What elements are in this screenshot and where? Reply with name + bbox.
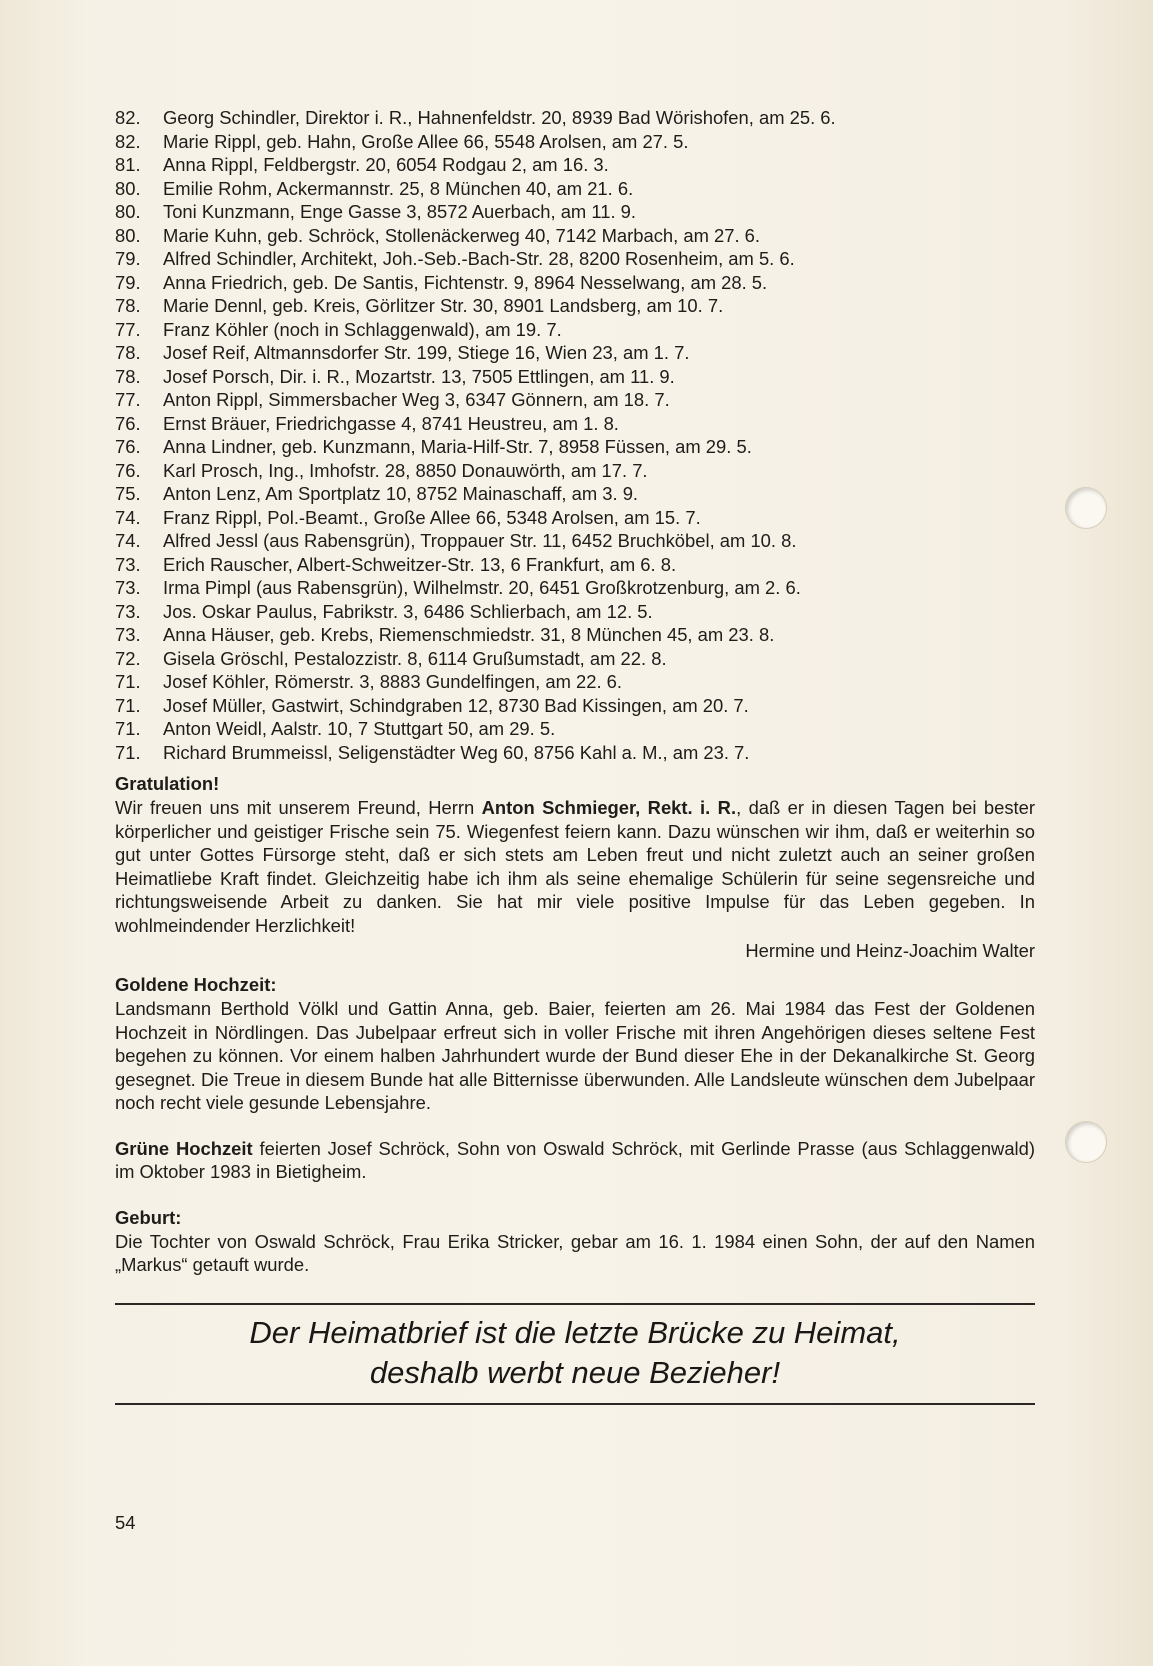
birthday-entry: Marie Dennl, geb. Kreis, Görlitzer Str. 30, 8901 Landsberg, am 10. 7. [163, 295, 724, 316]
page-content [115, 106, 1035, 1405]
birthday-age: 74. [115, 530, 141, 551]
birthday-age: 78. [115, 365, 141, 387]
birthday-row [115, 435, 1035, 459]
birthday-age: 71. [115, 694, 141, 716]
birthday-age: 71. [115, 741, 141, 763]
birthday-entry: Franz Köhler (noch in Schlaggenwald), am 19. 7. [163, 318, 562, 340]
birthday-row [115, 177, 1035, 201]
birthday-row [115, 506, 1035, 530]
birthday-entry: Josef Reif, Altmannsdorfer Str. 199, Stiege 16, Wien 23, am 1. 7. [163, 342, 690, 363]
punch-hole-lower [1065, 1121, 1107, 1163]
birthday-row [115, 318, 1035, 342]
birthday-age: 74. [115, 506, 141, 528]
geburt-text: Die Tochter von Oswald Schröck, Frau Erika Stricker, gebar am 16. 1. 1984 einen Sohn, der auf den Namen „Markus“ getauft wurde. [115, 1230, 1035, 1275]
goldene-hochzeit-heading: Goldene Hochzeit: [115, 974, 277, 995]
birthday-entry: Anna Rippl, Feldbergstr. 20, 6054 Rodgau 2, am 16. 3. [163, 154, 609, 175]
birthday-entry: Emilie Rohm, Ackermannstr. 25, 8 München 40, am 21. 6. [163, 177, 634, 199]
birthday-row [115, 106, 1035, 130]
birthday-row [115, 341, 1035, 365]
gruene-hochzeit-body: feierten Josef Schröck, Sohn von Oswald Schröck, mit Gerlinde Prasse (aus Schlaggenwald) im Oktober 1983 in Bietigheim. [115, 1137, 1035, 1182]
birthday-age: 76. [115, 459, 141, 481]
birthday-entry: Karl Prosch, Ing., Imhofstr. 28, 8850 Donauwörth, am 17. 7. [163, 459, 648, 481]
punch-hole-upper [1065, 487, 1107, 529]
birthday-row [115, 153, 1035, 177]
slogan-line-2: deshalb werbt neue Bezieher! [369, 1354, 781, 1390]
birthday-age: 78. [115, 342, 141, 363]
birthday-age: 73. [115, 600, 141, 622]
gratulation-signature: Hermine und Heinz-Joachim Walter [745, 940, 1035, 961]
birthday-age: 75. [115, 483, 141, 504]
birthday-entry: Alfred Jessl (aus Rabensgrün), Troppauer Str. 11, 6452 Bruchköbel, am 10. 8. [163, 530, 797, 551]
birthday-entry: Marie Rippl, geb. Hahn, Große Allee 66, 5548 Arolsen, am 27. 5. [163, 130, 689, 152]
gratulation-heading: Gratulation! [115, 773, 220, 794]
birthday-entry: Anton Rippl, Simmersbacher Weg 3, 6347 Gönnern, am 18. 7. [163, 389, 670, 410]
birthday-age: 72. [115, 647, 141, 669]
birthday-row [115, 529, 1035, 553]
slogan-box [115, 1305, 1035, 1403]
birthday-row [115, 717, 1035, 741]
gruene-hochzeit-lead: Grüne Hochzeit [115, 1137, 253, 1159]
birthday-entry: Anton Weidl, Aalstr. 10, 7 Stuttgart 50, am 29. 5. [163, 718, 556, 739]
gratulation-text-start: Wir freuen uns mit unserem Freund, Herrn [115, 797, 482, 818]
honoree-name: Anton Schmieger, Rekt. i. R. [481, 797, 737, 818]
birthday-entry: Irma Pimpl (aus Rabensgrün), Wilhelmstr. 20, 6451 Großkrotzenburg, am 2. 6. [163, 577, 801, 598]
birthday-entry: Gisela Gröschl, Pestalozzistr. 8, 6114 Grußumstadt, am 22. 8. [163, 647, 667, 669]
birthday-age: 80. [115, 177, 141, 199]
gruene-hochzeit-text [115, 1137, 1035, 1184]
birthday-entry: Alfred Schindler, Architekt, Joh.-Seb.-Bach-Str. 28, 8200 Rosenheim, am 5. 6. [163, 248, 795, 269]
birthday-entry: Franz Rippl, Pol.-Beamt., Große Allee 66, 5348 Arolsen, am 15. 7. [163, 506, 701, 528]
birthday-row [115, 412, 1035, 436]
goldene-hochzeit-text: Landsmann Berthold Völkl und Gattin Anna, geb. Baier, feierten am 26. Mai 1984 das Fest der Goldenen Hochzeit in Nördlingen. Das Jubelpaar erfreut sich in voller Frische mit ihren Angehörigen dieses seltene Fest begehen zu können. Vor einem halben Jahrhundert wurde der Bund dieser Ehe in der Dekanalkirche St. Georg gesegnet. Die Treue in diesem Bunde hat alle Bitternisse überwunden. Alle Landsleute wünschen dem Jubelpaar noch recht viele gesunde Lebensjahre. [115, 998, 1035, 1113]
birthday-age: 76. [115, 412, 141, 434]
birthday-age: 73. [115, 553, 141, 575]
birthday-age: 76. [115, 436, 141, 457]
birthday-entry: Toni Kunzmann, Enge Gasse 3, 8572 Auerbach, am 11. 9. [163, 201, 637, 222]
geburt-heading: Geburt: [115, 1206, 182, 1228]
birthday-age: 73. [115, 577, 141, 598]
birthday-age: 77. [115, 318, 141, 340]
birthday-age: 82. [115, 107, 141, 128]
birthday-age: 82. [115, 130, 141, 152]
birthday-row [115, 670, 1035, 694]
birthday-row [115, 600, 1035, 624]
birthday-age: 81. [115, 154, 141, 175]
birthday-row [115, 647, 1035, 671]
birthday-row [115, 294, 1035, 318]
birthday-row [115, 694, 1035, 718]
birthday-entry: Josef Köhler, Römerstr. 3, 8883 Gundelfingen, am 22. 6. [163, 671, 623, 692]
birthday-entry: Jos. Oskar Paulus, Fabrikstr. 3, 6486 Schlierbach, am 12. 5. [163, 600, 653, 622]
birthday-age: 78. [115, 295, 141, 316]
birthday-age: 71. [115, 671, 141, 692]
birthday-row [115, 365, 1035, 389]
birthday-entry: Richard Brummeissl, Seligenstädter Weg 60, 8756 Kahl a. M., am 23. 7. [163, 741, 750, 763]
birthday-row [115, 459, 1035, 483]
birthday-entry: Anna Lindner, geb. Kunzmann, Maria-Hilf-Str. 7, 8958 Füssen, am 29. 5. [163, 436, 752, 457]
birthday-row [115, 482, 1035, 506]
birthday-entry: Ernst Bräuer, Friedrichgasse 4, 8741 Heustreu, am 1. 8. [163, 412, 619, 434]
birthday-entry: Anna Friedrich, geb. De Santis, Fichtenstr. 9, 8964 Nesselwang, am 28. 5. [163, 271, 768, 293]
birthday-age: 79. [115, 271, 141, 293]
birthday-row [115, 576, 1035, 600]
gratulation-text-end: , daß er in diesen Tagen bei bester körperlicher und geistiger Frische sein 75. Wiegenfest feiern kann. Dazu wünschen wir ihm, daß er weiterhin so gut unter Gottes Fürsorge steht, daß er sich stets am Leben freut und nicht zuletzt auch an seiner großen Heimatliebe Kraft findet. Gleichzeitig habe ich ihm als seine ehemalige Schülerin für seine segensreiche und richtungsweisende Arbeit zu danken. Sie hat mir viele positive Impulse für das Leben gegeben. In wohlmeindender Herzlichkeit! [115, 797, 1035, 936]
birthday-age: 79. [115, 248, 141, 269]
birthday-row [115, 247, 1035, 271]
birthday-age: 80. [115, 201, 141, 222]
birthday-entry: Josef Porsch, Dir. i. R., Mozartstr. 13, 7505 Ettlingen, am 11. 9. [163, 365, 675, 387]
birthday-entry: Josef Müller, Gastwirt, Schindgraben 12, 8730 Bad Kissingen, am 20. 7. [163, 694, 749, 716]
birthday-row [115, 200, 1035, 224]
birthday-age: 80. [115, 224, 141, 246]
slogan-rule-bottom [115, 1403, 1035, 1405]
birthday-row [115, 553, 1035, 577]
page-number: 54 [115, 1512, 136, 1533]
birthday-row [115, 623, 1035, 647]
birthday-row [115, 388, 1035, 412]
birthday-age: 77. [115, 389, 141, 410]
birthday-row [115, 271, 1035, 295]
birthday-list [115, 106, 1035, 764]
birthday-age: 73. [115, 624, 141, 645]
birthday-entry: Anna Häuser, geb. Krebs, Riemenschmiedstr. 31, 8 München 45, am 23. 8. [163, 624, 775, 645]
birthday-age: 71. [115, 718, 141, 739]
birthday-entry: Georg Schindler, Direktor i. R., Hahnenfeldstr. 20, 8939 Bad Wörishofen, am 25. 6. [163, 107, 836, 128]
birthday-row [115, 741, 1035, 765]
gratulation-text [115, 796, 1035, 937]
birthday-entry: Marie Kuhn, geb. Schröck, Stollenäckerweg 40, 7142 Marbach, am 27. 6. [163, 224, 761, 246]
birthday-entry: Erich Rauscher, Albert-Schweitzer-Str. 13, 6 Frankfurt, am 6. 8. [163, 553, 677, 575]
slogan-line-1: Der Heimatbrief ist die letzte Brücke zu Heimat, [249, 1314, 901, 1350]
birthday-entry: Anton Lenz, Am Sportplatz 10, 8752 Mainaschaff, am 3. 9. [163, 483, 639, 504]
birthday-row [115, 130, 1035, 154]
birthday-row [115, 224, 1035, 248]
